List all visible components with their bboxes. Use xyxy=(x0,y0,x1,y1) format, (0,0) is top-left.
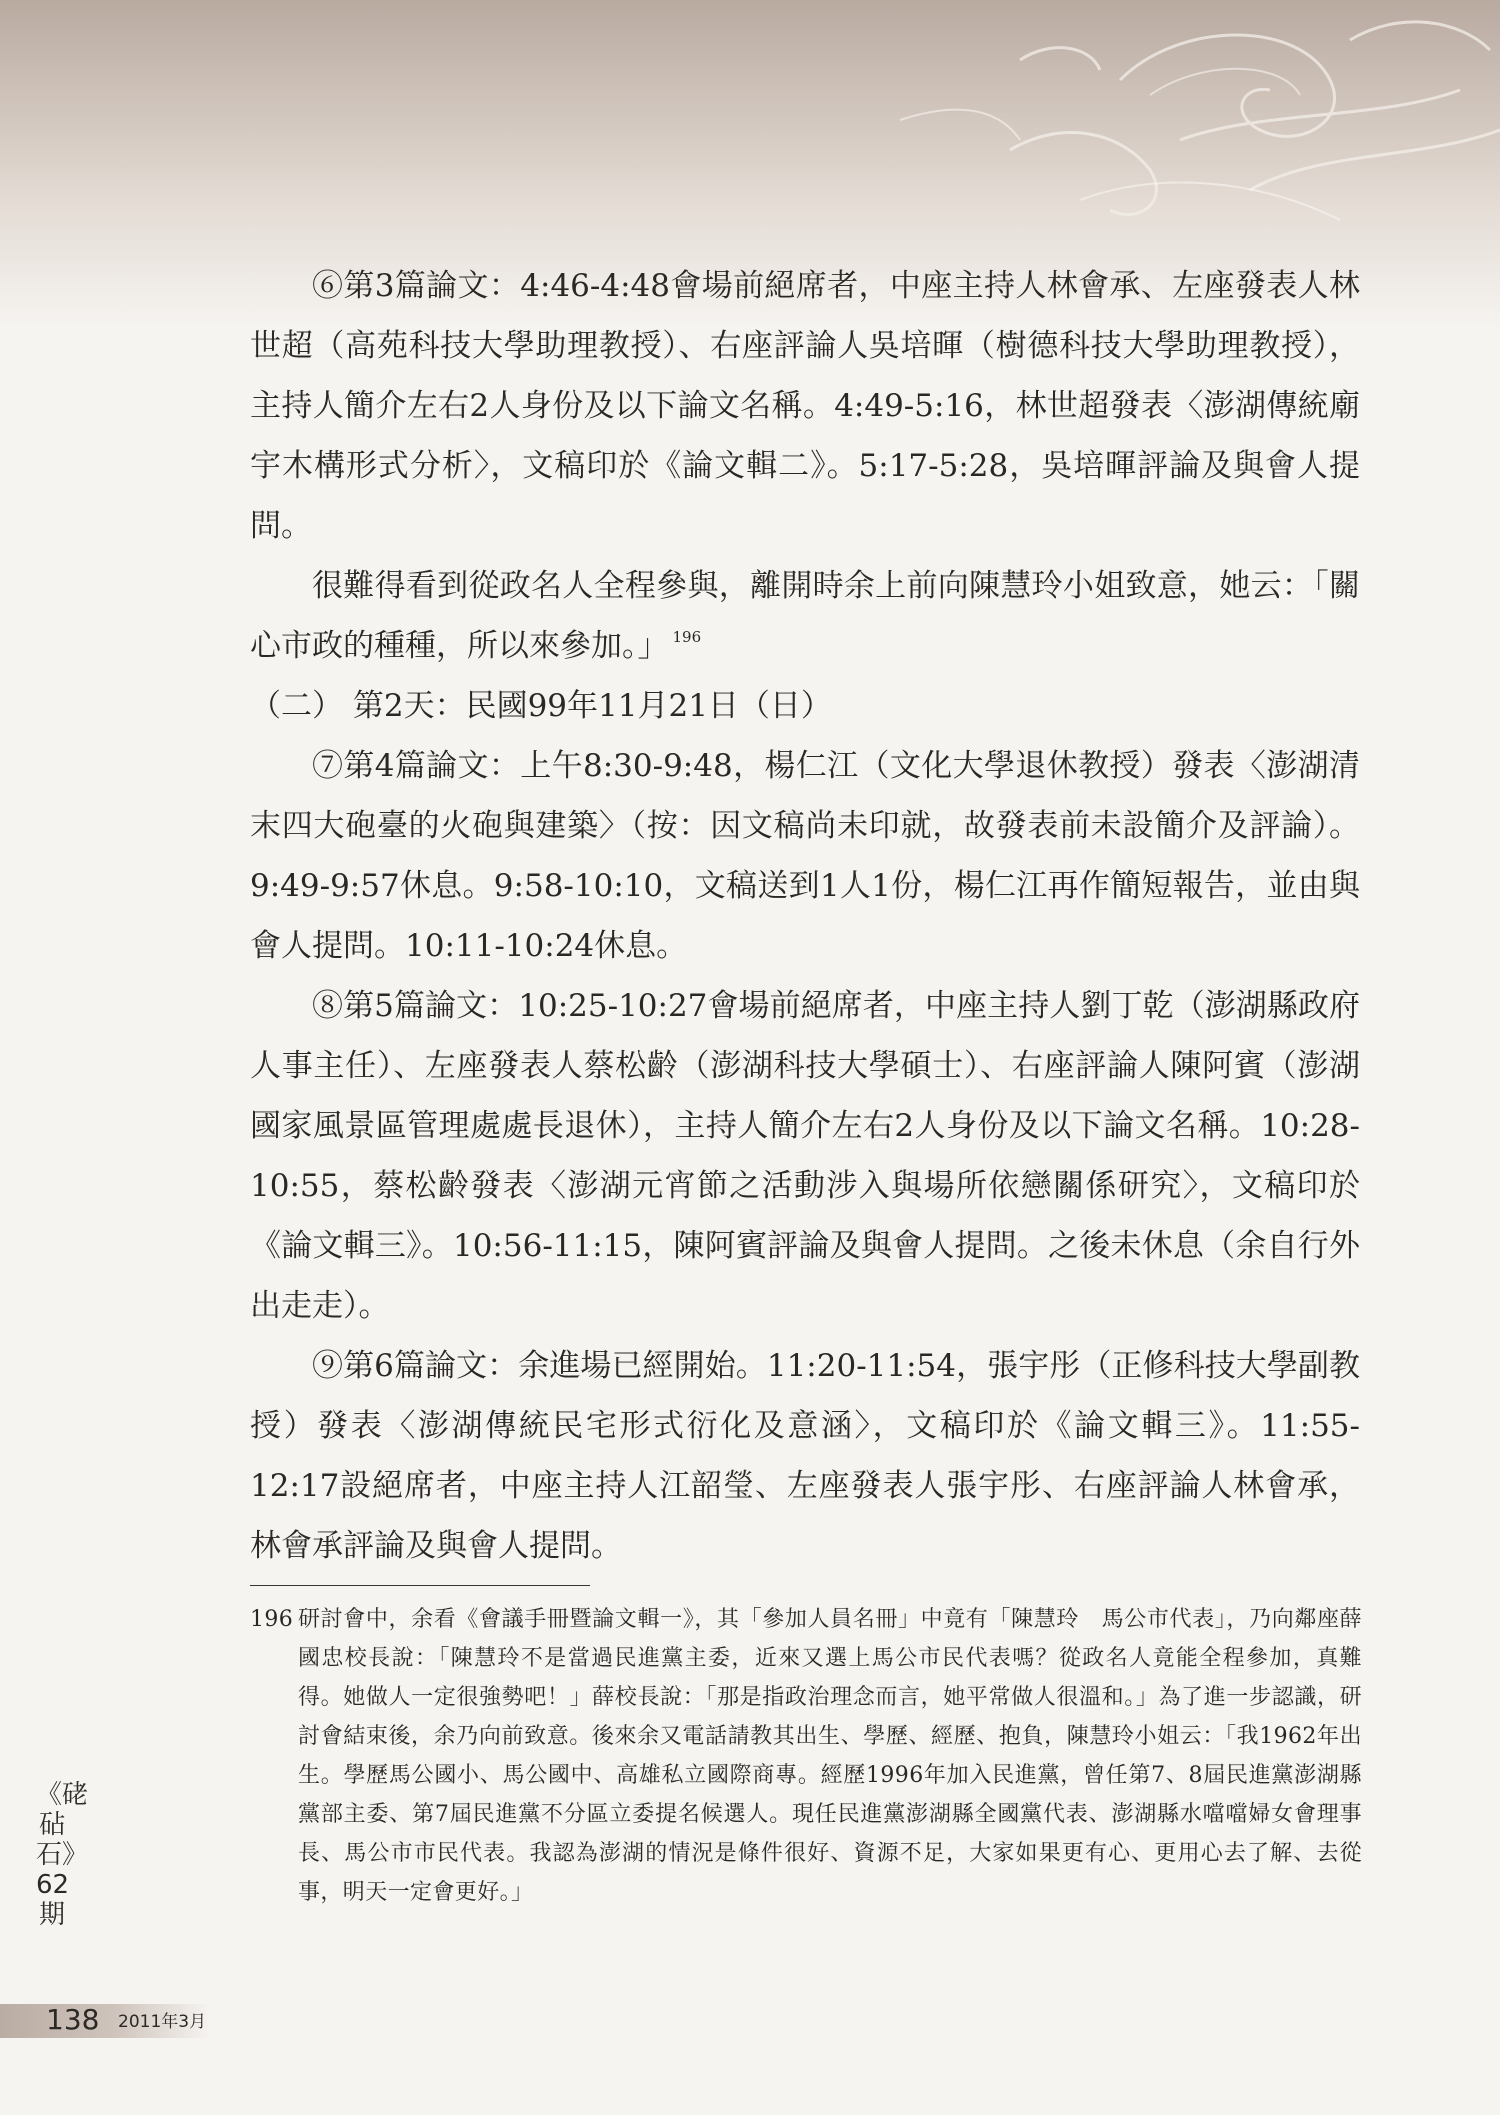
footnote-text: 研討會中，余看《會議手冊暨論文輯一》，其「參加人員名冊」中竟有「陳慧玲 馬公市代表」，乃向鄰座薛國忠校長說：「陳慧玲不是當過民進黨主委，近來又選上馬公市民代表嗎？從政名人竟能全程參加，真難得。她做人一定很強勢吧！」薛校長說：「那是指政治理念而言，她平常做人很溫和。」為了進一步認識，研討會結束後，余乃向前致意。後來余又電話請教其出生、學歷、經歷、抱負，陳慧玲小姐云：「我1962年出生。學歷馬公國小、馬公國中、高雄私立國際商專。經歷1996年加入民進黨，曾任第7、8屆民進黨澎湖縣黨部主委、第7屆民進黨不分區立委提名候選人。現任民進黨澎湖縣全國黨代表、澎湖縣水噹噹婦女會理事長、馬公市市民代表。我認為澎湖的情況是條件很好、資源不足，大家如果更有心、更用心去了解、去從事，明天一定會更好。」 xyxy=(298,1607,1362,1905)
paragraph-session-8: ⑧第5篇論文：10:25-10:27會場前絕席者，中座主持人劉丁乾（澎湖縣政府人事主任）、左座發表人蔡松齡（澎湖科技大學碩士）、右座評論人陳阿賓（澎湖國家風景區管理處處長退休），主持人簡介左右2人身份及以下論文名稱。10:28-10:55，蔡松齡發表〈澎湖元宵節之活動涉入與場所依戀關係研究〉，文稿印於《論文輯三》。10:56-11:15，陳阿賓評論及與會人提問。之後未休息（余自行外出走走）。 xyxy=(250,988,1360,1324)
main-body-text xyxy=(250,256,1360,1576)
footnote-reference: 196 xyxy=(672,628,702,646)
paragraph-remark-text: 很難得看到從政名人全程參與，離開時余上前向陳慧玲小姐致意，她云：「關心市政的種種，所以來參加。」 xyxy=(250,568,1360,664)
paragraph-session-6: ⑥第3篇論文：4:46-4:48會場前絕席者，中座主持人林會承、左座發表人林世超（高苑科技大學助理教授）、右座評論人吳培暉（樹德科技大學助理教授），主持人簡介左右2人身份及以下論文名稱。4:49-5:16，林世超發表〈澎湖傳統廟宇木構形式分析〉，文稿印於《論文輯二》。5:17-5:28，吳培暉評論及與會人提問。 xyxy=(250,268,1360,544)
footnote-196 xyxy=(250,1600,1362,1912)
footnote-divider xyxy=(250,1585,590,1586)
paragraph-session-7: ⑦第4篇論文：上午8:30-9:48，楊仁江（文化大學退休教授）發表〈澎湖清末四大砲臺的火砲與建築〉（按：因文稿尚未印就，故發表前未設簡介及評論）。9:49-9:57休息。9:58-10:10，文稿送到1人1份，楊仁江再作簡短報告，並由與會人提問。10:11-10:24休息。 xyxy=(250,748,1360,964)
running-title-vertical: 《硓砧石》62期 xyxy=(36,1780,89,1930)
issue-date: 2011年3月 xyxy=(118,2012,207,2032)
page-number: 138 xyxy=(46,2003,100,2036)
section-subheading-day-2: （二） 第2天：民國99年11月21日（日） xyxy=(250,688,832,724)
paragraph-session-9: ⑨第6篇論文：余進場已經開始。11:20-11:54，張宇彤（正修科技大學副教授）發表〈澎湖傳統民宅形式衍化及意涵〉，文稿印於《論文輯三》。11:55-12:17設絕席者，中座主持人江韶瑩、左座發表人張宇彤、右座評論人林會承，林會承評論及與會人提問。 xyxy=(250,1348,1360,1564)
footnote-number: 196 xyxy=(250,1607,294,1632)
paragraph-remark xyxy=(250,556,1360,676)
